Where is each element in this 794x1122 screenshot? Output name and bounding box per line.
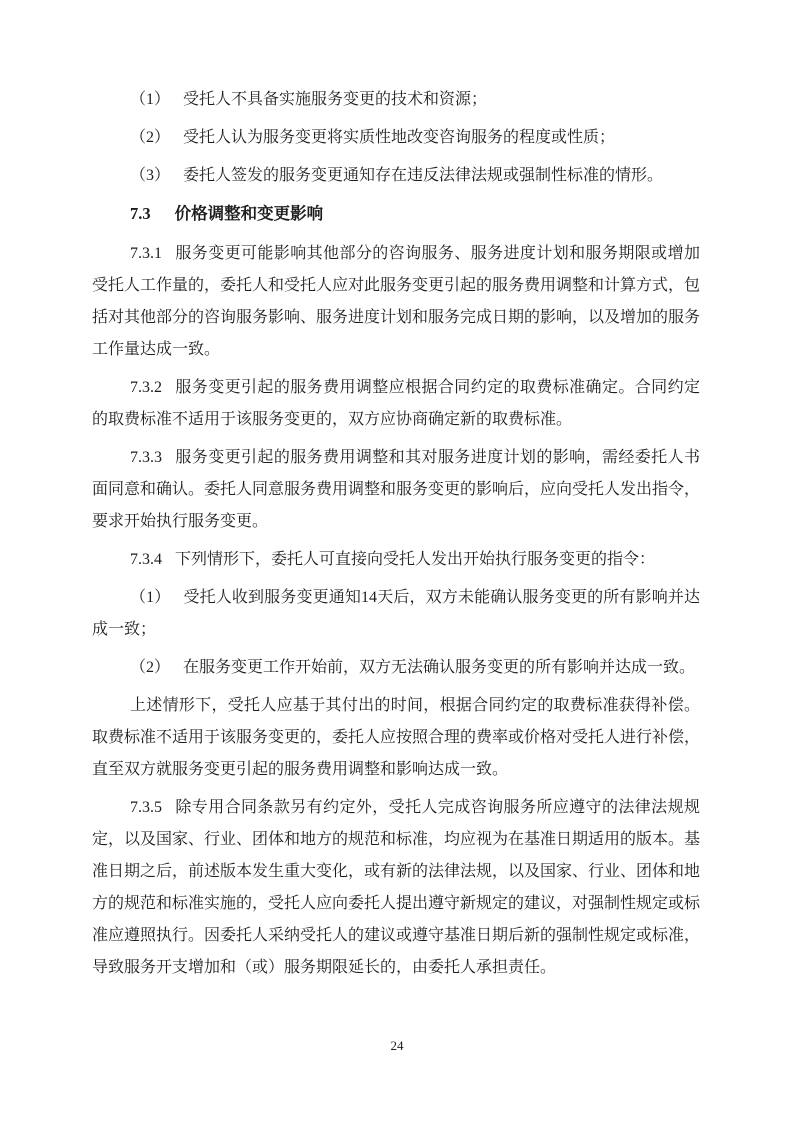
clause-7-3-1: [92, 238, 700, 366]
paragraph-compensation: [92, 690, 700, 786]
clause-number: 7.3.4: [130, 551, 162, 568]
clause-7-3-2: [92, 372, 700, 436]
paragraph-text: 上述情形下，受托人应基于其付出的时间，根据合同约定的取费标准获得补偿。取费标准不适用于该服务变更的，委托人应按照合理的费率或价格对受托人进行补偿，直至双方就服务变更引起的服务费用调整和影响达成一致。: [92, 697, 701, 778]
clause-number: 7.3.2: [130, 379, 162, 396]
section-title: 价格调整和变更影响: [174, 204, 324, 223]
list-item-number: （1）: [130, 589, 171, 606]
list-item-1: [92, 84, 700, 116]
list-item-text: 委托人签发的服务变更通知存在违反法律法规或强制性标准的情形。: [183, 167, 664, 184]
clause-text: 服务变更引起的服务费用调整和其对服务进度计划的影响，需经委托人书面同意和确认。委托人同意服务费用调整和服务变更的影响后，应向受托人发出指令，要求开始执行服务变更。: [92, 449, 701, 530]
clause-number: 7.3.5: [130, 799, 162, 816]
list-item-text: 在服务变更工作开始前，双方无法确认服务变更的所有影响并达成一致。: [183, 659, 696, 676]
clause-text: 服务变更引起的服务费用调整应根据合同约定的取费标准确定。合同约定的取费标准不适用于该服务变更的，双方应协商确定新的取费标准。: [92, 379, 700, 428]
section-heading-7-3: [92, 198, 700, 230]
clause-number: 7.3.3: [130, 449, 162, 466]
list-item-7-3-4-1: [92, 582, 700, 646]
list-item-text: 受托人收到服务变更通知14天后，双方未能确认服务变更的所有影响并达成一致；: [92, 589, 700, 638]
list-item-3: [92, 160, 700, 192]
clause-7-3-3: [92, 442, 700, 538]
list-item-7-3-4-2: [92, 652, 700, 684]
list-item-text: 受托人认为服务变更将实质性地改变咨询服务的程度或性质；: [183, 129, 616, 146]
list-item-number: （1）: [130, 91, 171, 108]
clause-7-3-4: [92, 544, 700, 576]
clause-text: 服务变更可能影响其他部分的咨询服务、服务进度计划和服务期限或增加受托人工作量的，委托人和受托人应对此服务变更引起的服务费用调整和计算方式，包括对其他部分的咨询服务影响、服务进度计划和服务完成日期的影响，以及增加的服务工作量达成一致。: [92, 245, 701, 358]
section-number: 7.3: [130, 204, 151, 223]
document-content: [92, 84, 700, 990]
list-item-number: （2）: [130, 659, 171, 676]
clause-text: 下列情形下，委托人可直接向受托人发出开始执行服务变更的指令：: [175, 551, 656, 568]
list-item-number: （2）: [130, 129, 171, 146]
page-number: 24: [390, 1038, 404, 1053]
list-item-number: （3）: [130, 167, 171, 184]
list-item-2: [92, 122, 700, 154]
clause-7-3-5: [92, 792, 700, 984]
list-item-text: 受托人不具备实施服务变更的技术和资源；: [183, 91, 488, 108]
clause-text: 除专用合同条款另有约定外，受托人完成咨询服务所应遵守的法律法规规定，以及国家、行业、团体和地方的规范和标准，均应视为在基准日期适用的版本。基准日期之后，前述版本发生重大变化，或有新的法律法规，以及国家、行业、团体和地方的规范和标准实施的，受托人应向委托人提出遵守新规定的建议，对强制性规定或标准应遵照执行。因委托人采纳受托人的建议或遵守基准日期后新的强制性规定或标准，导致服务开支增加和（或）服务期限延长的，由委托人承担责任。: [92, 799, 701, 976]
clause-number: 7.3.1: [130, 245, 162, 262]
